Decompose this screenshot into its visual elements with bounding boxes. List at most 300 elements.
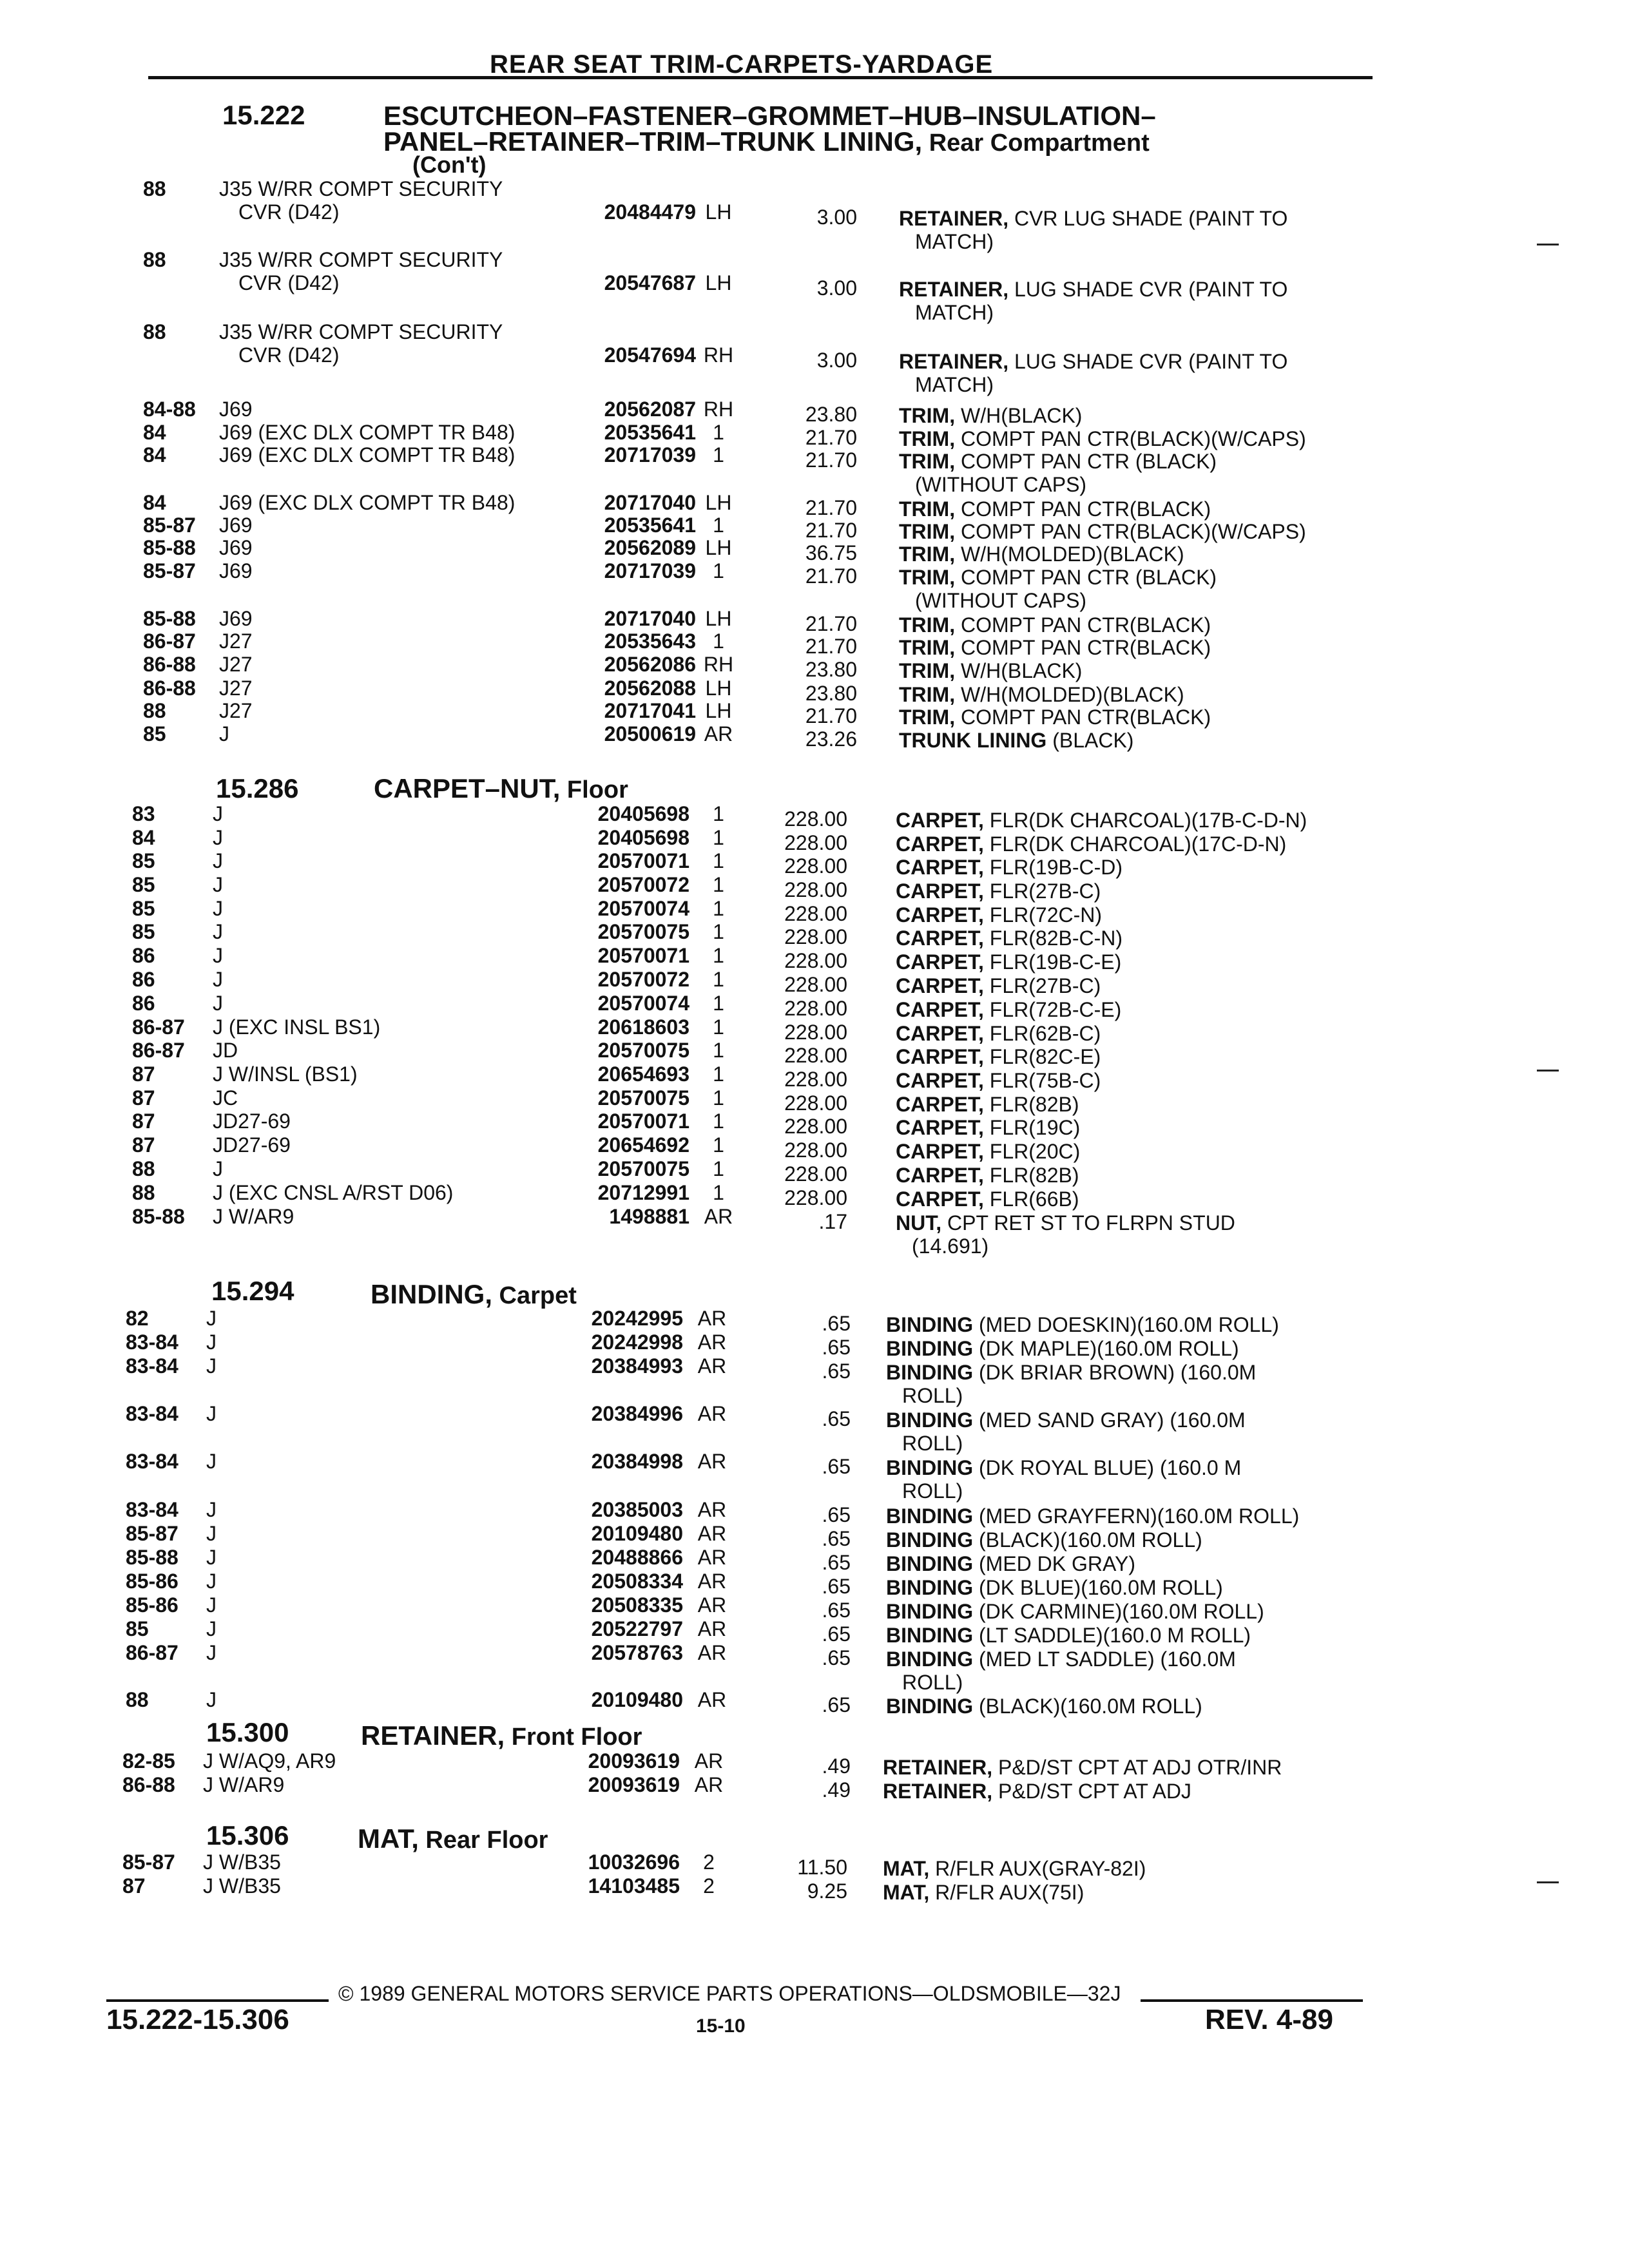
application-line: J xyxy=(213,897,223,920)
application xyxy=(213,897,223,920)
part-number: 20570075 xyxy=(597,1157,689,1180)
description-line xyxy=(899,404,1369,427)
quantity: LH xyxy=(705,699,732,722)
description-line xyxy=(899,543,1369,566)
description-line xyxy=(896,1022,1366,1045)
quantity: LH xyxy=(705,491,732,514)
footer-rule xyxy=(106,1999,329,2002)
part-detail: (BLACK) xyxy=(1046,729,1134,752)
part-detail: FLR(DK CHARCOAL)(17C-D-N) xyxy=(983,832,1287,856)
part-detail: R/FLR AUX(75I) xyxy=(929,1881,1084,1904)
part-number: 20109480 xyxy=(591,1522,683,1545)
part-description xyxy=(886,1361,1356,1407)
part-name: RETAINER, xyxy=(899,207,1009,230)
part-number: 20547687 xyxy=(604,271,696,294)
quantity: 2 xyxy=(703,1874,715,1898)
part-number: 20570071 xyxy=(597,944,689,967)
part-detail: FLR(66B) xyxy=(983,1187,1079,1211)
part-description xyxy=(896,1164,1366,1187)
part-number: 20109480 xyxy=(591,1688,683,1711)
application-line: J W/B35 xyxy=(203,1874,281,1898)
quantity: 1 xyxy=(713,1181,724,1204)
description-line xyxy=(899,659,1369,682)
list-price: .65 xyxy=(822,1527,851,1550)
part-detail: COMPT PAN CTR(BLACK) xyxy=(955,706,1211,729)
quantity: AR xyxy=(694,1773,724,1796)
quantity: 1 xyxy=(713,944,724,967)
quantity: 1 xyxy=(713,849,724,872)
section-title-sub: Carpet xyxy=(492,1282,577,1309)
quantity: AR xyxy=(697,1546,727,1569)
part-description xyxy=(896,974,1366,997)
model-year: 85-88 xyxy=(132,1205,185,1228)
list-price: .65 xyxy=(822,1455,851,1478)
list-price: 228.00 xyxy=(784,1091,847,1115)
description-line xyxy=(899,683,1369,706)
part-description xyxy=(896,1022,1366,1045)
application xyxy=(219,177,503,224)
description-line xyxy=(899,207,1369,230)
model-year: 85-87 xyxy=(143,559,196,582)
part-description xyxy=(886,1313,1356,1336)
quantity: AR xyxy=(697,1498,727,1521)
application xyxy=(203,1874,281,1898)
part-description xyxy=(896,1140,1366,1163)
part-number: 20384993 xyxy=(591,1354,683,1378)
margin-mark xyxy=(1537,244,1559,245)
part-detail: COMPT PAN CTR(BLACK) xyxy=(955,636,1211,659)
model-year: 85-87 xyxy=(126,1522,178,1545)
part-description xyxy=(896,950,1366,974)
description-line xyxy=(899,278,1369,301)
model-year: 83-84 xyxy=(126,1498,178,1521)
list-price: .65 xyxy=(822,1551,851,1574)
description-line-2: (WITHOUT CAPS) xyxy=(915,589,1087,612)
description-line xyxy=(896,809,1366,832)
part-number: 20570071 xyxy=(597,849,689,872)
application xyxy=(213,849,223,872)
application-line: J xyxy=(206,1641,217,1664)
application xyxy=(213,802,223,825)
application xyxy=(206,1641,217,1664)
part-description xyxy=(899,729,1369,752)
part-detail: (MED LT SADDLE) (160.0M xyxy=(973,1648,1236,1671)
part-name: TRIM, xyxy=(899,427,956,450)
part-name: BINDING xyxy=(886,1528,974,1552)
part-number: 20717040 xyxy=(604,607,696,630)
list-price: 21.70 xyxy=(805,426,857,449)
part-name: BINDING xyxy=(886,1504,974,1528)
part-name: MAT, xyxy=(883,1857,930,1880)
model-year: 83-84 xyxy=(126,1450,178,1473)
description-line xyxy=(899,520,1369,543)
part-detail: COMPT PAN CTR(BLACK)(W/CAPS) xyxy=(955,520,1306,543)
quantity: AR xyxy=(704,722,733,745)
header-rule xyxy=(148,76,1373,79)
part-name: CARPET, xyxy=(896,1116,984,1139)
application-line: J35 W/RR COMPT SECURITY xyxy=(219,248,503,271)
part-name: BINDING xyxy=(886,1624,974,1647)
description-line-2: (WITHOUT CAPS) xyxy=(915,473,1087,496)
part-description xyxy=(899,659,1369,682)
model-year: 84 xyxy=(143,491,166,514)
part-name: CARPET, xyxy=(896,1093,984,1116)
list-price: 228.00 xyxy=(784,1021,847,1044)
quantity: 1 xyxy=(713,802,724,825)
section-title-main: RETAINER, xyxy=(361,1720,505,1751)
list-price: 11.50 xyxy=(797,1856,847,1879)
part-number: 20578763 xyxy=(591,1641,683,1664)
part-number: 20405698 xyxy=(597,826,689,849)
part-number: 20535641 xyxy=(604,421,696,444)
description-line xyxy=(899,497,1369,521)
application-line: JD27-69 xyxy=(213,1133,291,1157)
model-year: 83 xyxy=(132,802,155,825)
list-price: 21.70 xyxy=(805,704,857,727)
part-detail: FLR(75B-C) xyxy=(983,1069,1101,1092)
part-detail: (MED GRAYFERN)(160.0M ROLL) xyxy=(973,1504,1300,1528)
quantity: LH xyxy=(705,677,732,700)
list-price: .65 xyxy=(822,1599,851,1622)
application xyxy=(206,1688,217,1711)
part-number: 20654693 xyxy=(597,1062,689,1086)
description-line xyxy=(886,1313,1356,1336)
part-description xyxy=(899,636,1369,659)
part-number: 20384998 xyxy=(591,1450,683,1473)
list-price: .65 xyxy=(822,1336,851,1359)
application-line: J xyxy=(206,1593,217,1617)
application xyxy=(219,677,253,700)
application xyxy=(219,722,229,745)
quantity: AR xyxy=(704,1205,733,1228)
application-line: J35 W/RR COMPT SECURITY xyxy=(219,177,503,200)
description-line xyxy=(896,950,1366,974)
application xyxy=(206,1593,217,1617)
part-description xyxy=(899,404,1369,427)
description-line xyxy=(896,1211,1366,1235)
application xyxy=(213,1133,291,1157)
application-line: J27 xyxy=(219,677,253,700)
part-name: TRIM, xyxy=(899,659,956,682)
description-line xyxy=(886,1600,1356,1623)
application-line: J69 (EXC DLX COMPT TR B48) xyxy=(219,491,516,514)
part-name: TRIM, xyxy=(899,613,956,637)
application-line: J xyxy=(206,1617,217,1640)
footer-page-number: 15-10 xyxy=(696,2015,746,2037)
part-description xyxy=(886,1528,1356,1552)
application xyxy=(213,1205,294,1228)
application-line: J xyxy=(219,722,229,745)
part-detail: (DK MAPLE)(160.0M ROLL) xyxy=(973,1337,1239,1360)
description-line-2: MATCH) xyxy=(915,373,994,396)
description-line xyxy=(883,1756,1353,1779)
part-detail: (MED SAND GRAY) (160.0M xyxy=(973,1408,1246,1432)
model-year: 85-87 xyxy=(122,1850,175,1874)
application xyxy=(213,826,223,849)
application xyxy=(219,320,503,367)
part-name: BINDING xyxy=(886,1456,974,1479)
application-line: JD27-69 xyxy=(213,1110,291,1133)
description-line-2: (14.691) xyxy=(912,1235,989,1258)
section-continued: (Con't) xyxy=(412,151,487,178)
model-year: 88 xyxy=(143,248,166,271)
part-detail: (DK ROYAL BLUE) (160.0 M xyxy=(973,1456,1242,1479)
application-line: J69 xyxy=(219,398,253,421)
model-year: 85-87 xyxy=(143,514,196,537)
part-description xyxy=(886,1600,1356,1623)
part-number: 20717040 xyxy=(604,491,696,514)
part-description xyxy=(896,879,1366,903)
description-line xyxy=(883,1780,1353,1803)
part-detail: (DK CARMINE)(160.0M ROLL) xyxy=(973,1600,1264,1623)
application xyxy=(213,968,223,991)
application-line: J W/INSL (BS1) xyxy=(213,1062,358,1086)
model-year: 85-86 xyxy=(126,1593,178,1617)
quantity: 1 xyxy=(713,1133,724,1157)
part-description xyxy=(896,1116,1366,1139)
model-year: 84 xyxy=(132,826,155,849)
application xyxy=(213,1110,291,1133)
description-line xyxy=(886,1337,1356,1360)
part-number: 20535641 xyxy=(604,514,696,537)
application-line: J xyxy=(213,802,223,825)
model-year: 86-87 xyxy=(132,1039,185,1062)
application xyxy=(219,629,253,653)
quantity: 1 xyxy=(713,968,724,991)
part-name: CARPET, xyxy=(896,1164,984,1187)
description-line xyxy=(896,1164,1366,1187)
part-description xyxy=(899,427,1369,450)
list-price: 21.70 xyxy=(805,635,857,658)
application xyxy=(213,944,223,967)
part-number: 20242998 xyxy=(591,1331,683,1354)
part-name: BINDING xyxy=(886,1695,974,1718)
list-price: 228.00 xyxy=(784,949,847,972)
application-line: J xyxy=(206,1498,217,1521)
part-description xyxy=(886,1408,1356,1455)
application-line: JC xyxy=(213,1086,238,1110)
part-name: BINDING xyxy=(886,1576,974,1599)
part-number: 20484479 xyxy=(604,200,696,224)
part-number: 20562088 xyxy=(604,677,696,700)
part-number: 20500619 xyxy=(604,722,696,745)
part-name: TRIM, xyxy=(899,497,956,521)
part-name: CARPET, xyxy=(896,1022,984,1045)
part-number: 20535643 xyxy=(604,629,696,653)
application xyxy=(203,1749,336,1773)
part-detail: (BLACK)(160.0M ROLL) xyxy=(973,1528,1202,1552)
application xyxy=(206,1498,217,1521)
application xyxy=(206,1546,217,1569)
list-price: .17 xyxy=(818,1210,847,1233)
application-line-2: CVR (D42) xyxy=(238,271,340,294)
list-price: .65 xyxy=(822,1693,851,1716)
part-name: TRIM, xyxy=(899,706,956,729)
part-name: CARPET, xyxy=(896,809,984,832)
application-line: J xyxy=(213,992,223,1015)
part-number: 20547694 xyxy=(604,343,696,367)
application-line: J xyxy=(213,873,223,896)
description-line xyxy=(896,1045,1366,1068)
application-line: J xyxy=(213,920,223,943)
description-line xyxy=(896,1069,1366,1092)
quantity: 1 xyxy=(713,1015,724,1039)
list-price: 36.75 xyxy=(805,541,857,564)
list-price: 228.00 xyxy=(784,807,847,831)
application-line: J W/AR9 xyxy=(203,1773,285,1796)
part-name: BINDING xyxy=(886,1361,974,1384)
part-name: BINDING xyxy=(886,1552,974,1575)
part-detail: FLR(72C-N) xyxy=(983,903,1103,927)
list-price: 228.00 xyxy=(784,831,847,854)
description-line xyxy=(899,427,1369,450)
description-line xyxy=(896,1187,1366,1211)
application-line: JD xyxy=(213,1039,238,1062)
list-price: 23.80 xyxy=(805,658,857,681)
application-line: J27 xyxy=(219,653,253,676)
list-price: 21.70 xyxy=(805,496,857,519)
list-price: 21.70 xyxy=(805,564,857,588)
application xyxy=(206,1402,217,1425)
model-year: 87 xyxy=(132,1110,155,1133)
list-price: 228.00 xyxy=(784,1044,847,1067)
section-title-sub: Rear Floor xyxy=(418,1827,548,1854)
application xyxy=(219,514,253,537)
part-description xyxy=(899,450,1369,496)
application-line: J xyxy=(206,1546,217,1569)
description-line xyxy=(896,927,1366,950)
model-year: 85 xyxy=(132,920,155,943)
application xyxy=(206,1450,217,1473)
part-name: TRIM, xyxy=(899,683,956,706)
list-price: .65 xyxy=(822,1360,851,1383)
section-title xyxy=(383,103,1156,156)
quantity: 1 xyxy=(713,1039,724,1062)
application-line: J xyxy=(206,1450,217,1473)
list-price: .49 xyxy=(822,1778,851,1802)
part-name: CARPET, xyxy=(896,856,984,879)
model-year: 86-88 xyxy=(143,677,196,700)
description-line-2: ROLL) xyxy=(902,1384,963,1407)
description-line xyxy=(899,613,1369,637)
description-line-2: MATCH) xyxy=(915,230,994,253)
part-description xyxy=(886,1504,1356,1528)
description-line xyxy=(886,1504,1356,1528)
application-line: J69 (EXC DLX COMPT TR B48) xyxy=(219,443,516,466)
part-detail: R/FLR AUX(GRAY-82I) xyxy=(929,1857,1146,1880)
part-name: BINDING xyxy=(886,1313,974,1336)
part-name: RETAINER, xyxy=(883,1780,993,1803)
description-line-2: ROLL) xyxy=(902,1432,963,1455)
part-description xyxy=(886,1337,1356,1360)
quantity: 1 xyxy=(713,1086,724,1110)
section-title xyxy=(358,1823,548,1854)
section-title-line1: ESCUTCHEON–FASTENER–GROMMET–HUB–INSULATION– xyxy=(383,101,1156,131)
application-line: J xyxy=(206,1522,217,1545)
part-number: 20570074 xyxy=(597,992,689,1015)
description-line xyxy=(899,350,1369,373)
section-title xyxy=(361,1720,642,1751)
part-number: 10032696 xyxy=(588,1850,680,1874)
model-year: 83-84 xyxy=(126,1354,178,1378)
part-detail: P&D/ST CPT AT ADJ OTR/INR xyxy=(992,1756,1282,1779)
part-name: CARPET, xyxy=(896,998,984,1021)
list-price: 228.00 xyxy=(784,1186,847,1209)
part-detail: FLR(20C) xyxy=(983,1140,1081,1163)
part-name: CARPET, xyxy=(896,974,984,997)
description-line-2: MATCH) xyxy=(915,301,994,324)
list-price: 3.00 xyxy=(816,276,857,300)
application-line: J xyxy=(213,944,223,967)
section-number: 15.222 xyxy=(222,100,305,130)
model-year: 84 xyxy=(143,443,166,466)
part-name: RETAINER, xyxy=(899,278,1009,301)
section-number: 15.300 xyxy=(206,1717,289,1747)
part-name: TRUNK LINING xyxy=(899,729,1047,752)
margin-mark xyxy=(1537,1070,1559,1072)
description-line xyxy=(896,1093,1366,1116)
application-line: J W/AR9 xyxy=(213,1205,294,1228)
part-number: 20717039 xyxy=(604,443,696,466)
quantity: 1 xyxy=(713,897,724,920)
model-year: 85 xyxy=(132,849,155,872)
part-detail: (BLACK)(160.0M ROLL) xyxy=(973,1695,1202,1718)
part-number: 20570072 xyxy=(597,968,689,991)
list-price: .49 xyxy=(822,1754,851,1778)
model-year: 88 xyxy=(143,177,166,200)
part-number: 20093619 xyxy=(588,1773,680,1796)
part-detail: CPT RET ST TO FLRPN STUD xyxy=(941,1211,1235,1235)
application xyxy=(203,1773,284,1796)
part-detail: FLR(82B) xyxy=(983,1164,1079,1187)
description-line xyxy=(896,832,1366,856)
quantity: 1 xyxy=(713,826,724,849)
part-description xyxy=(883,1756,1353,1779)
list-price: 228.00 xyxy=(784,902,847,925)
quantity: 1 xyxy=(713,920,724,943)
application-line: J27 xyxy=(219,629,253,653)
application xyxy=(213,1181,453,1204)
application xyxy=(206,1617,217,1640)
application-line: J xyxy=(213,849,223,872)
application-line: J xyxy=(206,1570,217,1593)
list-price: 228.00 xyxy=(784,1162,847,1186)
application-line: J69 xyxy=(219,536,253,559)
part-detail: FLR(19B-C-E) xyxy=(983,950,1122,974)
section-title-line2: PANEL–RETAINER–TRIM–TRUNK LINING, xyxy=(383,126,923,157)
application xyxy=(213,1015,380,1039)
part-detail: FLR(72B-C-E) xyxy=(983,998,1122,1021)
part-description xyxy=(899,613,1369,637)
application xyxy=(219,398,253,421)
part-detail: FLR(19B-C-D) xyxy=(983,856,1123,879)
application xyxy=(219,248,503,294)
part-detail: COMPT PAN CTR(BLACK) xyxy=(955,613,1211,637)
part-name: CARPET, xyxy=(896,1069,984,1092)
part-detail: COMPT PAN CTR (BLACK) xyxy=(955,566,1217,589)
application xyxy=(213,1157,223,1180)
model-year: 88 xyxy=(132,1157,155,1180)
application xyxy=(206,1570,217,1593)
model-year: 85 xyxy=(143,722,166,745)
section-title-sub: Front Floor xyxy=(505,1724,642,1751)
quantity: LH xyxy=(705,271,732,294)
part-detail: LUG SHADE CVR (PAINT TO xyxy=(1008,350,1288,373)
part-detail: (LT SADDLE)(160.0 M ROLL) xyxy=(973,1624,1251,1647)
part-description xyxy=(899,566,1369,612)
application xyxy=(219,443,515,466)
part-description xyxy=(886,1648,1356,1694)
